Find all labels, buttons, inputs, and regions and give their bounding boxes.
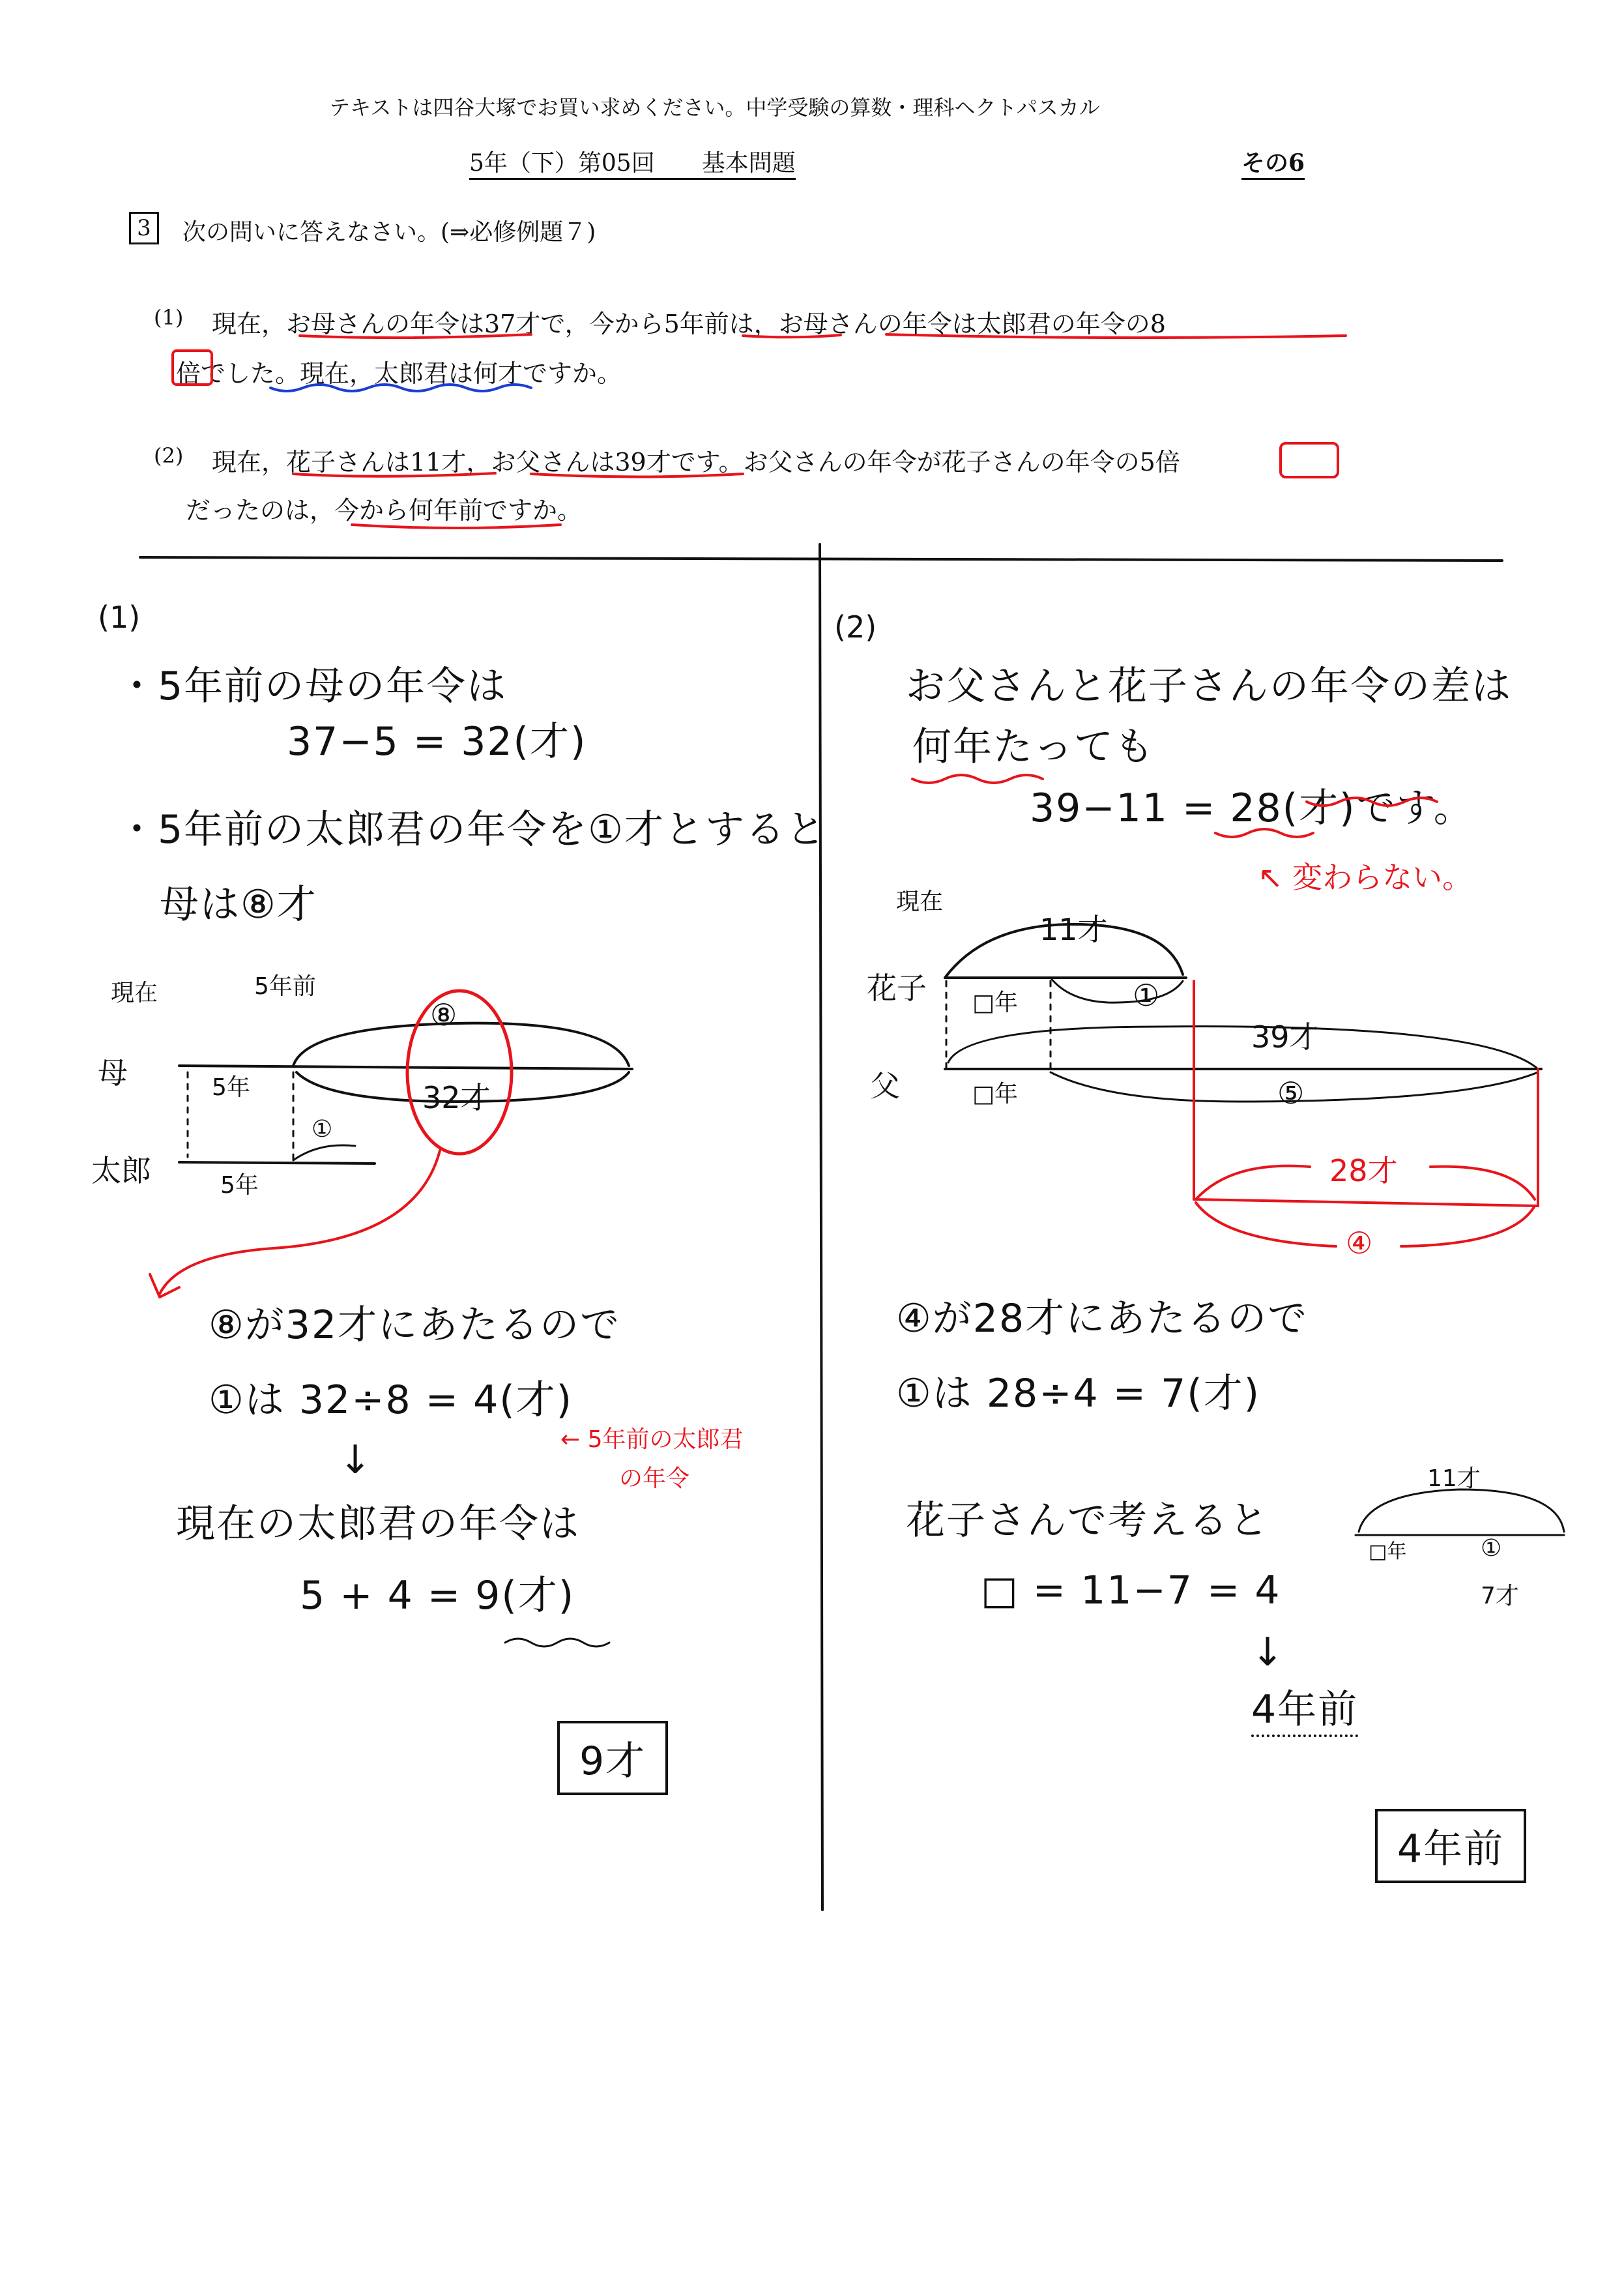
left-red-note2: の年令 (619, 1465, 690, 1492)
left-answer-box: 9才 (557, 1721, 668, 1795)
right-diagram-28: 28才 (1329, 1153, 1398, 1188)
underline-mother-times (886, 334, 1346, 338)
underline-father (531, 474, 743, 477)
mini-diagram-box: □年 (1369, 1540, 1407, 1563)
left-line3: ・5年前の太郎君の年令を①才とすると (117, 807, 826, 853)
wavy-underline-question (270, 385, 531, 391)
mini-diagram-11: 11才 (1427, 1465, 1481, 1492)
q2-line2: だったのは，今から何年前ですか。 (186, 496, 583, 525)
right-diagram-4: ④ (1346, 1225, 1373, 1261)
right-step2: ①は 28÷4 = 7(才) (896, 1371, 1261, 1416)
left-line1: ・5年前の母の年令は (117, 664, 508, 709)
q1-line1: 現在，お母さんの年令は37才で，今から5年前は，お母さんの年令は太郎君の年令の8 (212, 310, 1166, 338)
diagram-mother-label: 母 (98, 1055, 128, 1091)
right-label: (2) (834, 609, 877, 645)
diagram-taro-label: 太郎 (91, 1153, 151, 1188)
mini-diagram-7: 7才 (1481, 1583, 1519, 1609)
diagram-5y-mother: 5年 (212, 1074, 250, 1101)
underline-how-many-years (352, 525, 560, 528)
problem-instruction: 次の問いに答えなさい。(⇒必修例題７) (182, 219, 596, 246)
box-5bai (1281, 443, 1338, 477)
right-answer-box: 4年前 (1375, 1809, 1526, 1883)
right-diagram-father: 父 (870, 1068, 900, 1104)
left-arrow: ↓ (339, 1437, 373, 1483)
publisher-line: テキストは四谷大塚でお買い求めください。中学受験の算数・理科ヘクトパスカル (329, 95, 1100, 120)
right-step4: □ = 11−7 = 4 (981, 1568, 1281, 1613)
left-label: (1) (98, 600, 141, 635)
diagram-8-mark: ⑧ (430, 997, 457, 1032)
right-step5: 4年前 (1251, 1678, 1358, 1737)
left-line2: 37−5 = 32(才) (287, 719, 587, 765)
right-step1: ④が28才にあたるので (896, 1296, 1309, 1341)
q1-line2: 倍でした。現在，太郎君は何才ですか。 (176, 359, 622, 388)
left-step4: 5 + 4 = 9(才) (300, 1573, 575, 1618)
right-diagram-hanako: 花子 (867, 971, 927, 1006)
diagram-1-mark: ① (312, 1116, 333, 1143)
q2-line1: 現在，花子さんは11才，お父さんは39才です。お父さんの年令が花子さんの年令の5倍 (212, 448, 1180, 476)
diagram-now-label: 現在 (111, 980, 158, 1006)
underline-5-before (743, 335, 841, 337)
right-line2: 何年たっても (912, 724, 1155, 770)
diagram-5y-taro: 5年 (220, 1172, 259, 1199)
diagram-5before-label: 5年前 (254, 973, 316, 1000)
right-step3: 花子さんで考えると (906, 1498, 1269, 1544)
right-diagram-11: 11才 (1039, 912, 1108, 947)
mini-diagram-1: ① (1481, 1535, 1502, 1562)
right-diagram-now: 現在 (896, 888, 944, 915)
left-red-note: ← 5年前の太郎君 (560, 1426, 744, 1453)
right-diagram-box1: □年 (972, 989, 1019, 1016)
box-bai (173, 351, 212, 385)
page-tag: その6 (1241, 145, 1305, 180)
right-diagram-39: 39才 (1251, 1019, 1320, 1055)
right-red-note: ↖ 変わらない。 (1258, 860, 1473, 895)
right-diagram-5: ⑤ (1277, 1076, 1305, 1111)
left-step2: ①は 32÷8 = 4(才) (209, 1377, 573, 1423)
left-step1: ⑧が32才にあたるので (209, 1302, 621, 1348)
problem-number: 3 (129, 212, 159, 244)
right-arrow: ↓ (1251, 1630, 1286, 1675)
underline-hanako (293, 473, 495, 476)
right-line1: お父さんと花子さんの年令の差は (906, 664, 1512, 709)
right-diagram-1: ① (1133, 978, 1160, 1013)
underline-mother-age (300, 334, 531, 338)
vertical-divider (820, 544, 822, 1910)
page-title: 5年（下）第05回 基本問題 (469, 145, 796, 180)
left-step3: 現在の太郎君の年令は (176, 1501, 580, 1547)
left-line4: 母は⑧才 (160, 882, 317, 928)
q1-label: (1) (154, 305, 184, 330)
right-diagram-box2: □年 (972, 1081, 1019, 1107)
q2-label: (2) (154, 443, 184, 468)
diagram-32-label: 32才 (422, 1080, 491, 1115)
right-line3: 39−11 = 28(才)です。 (1030, 785, 1474, 831)
